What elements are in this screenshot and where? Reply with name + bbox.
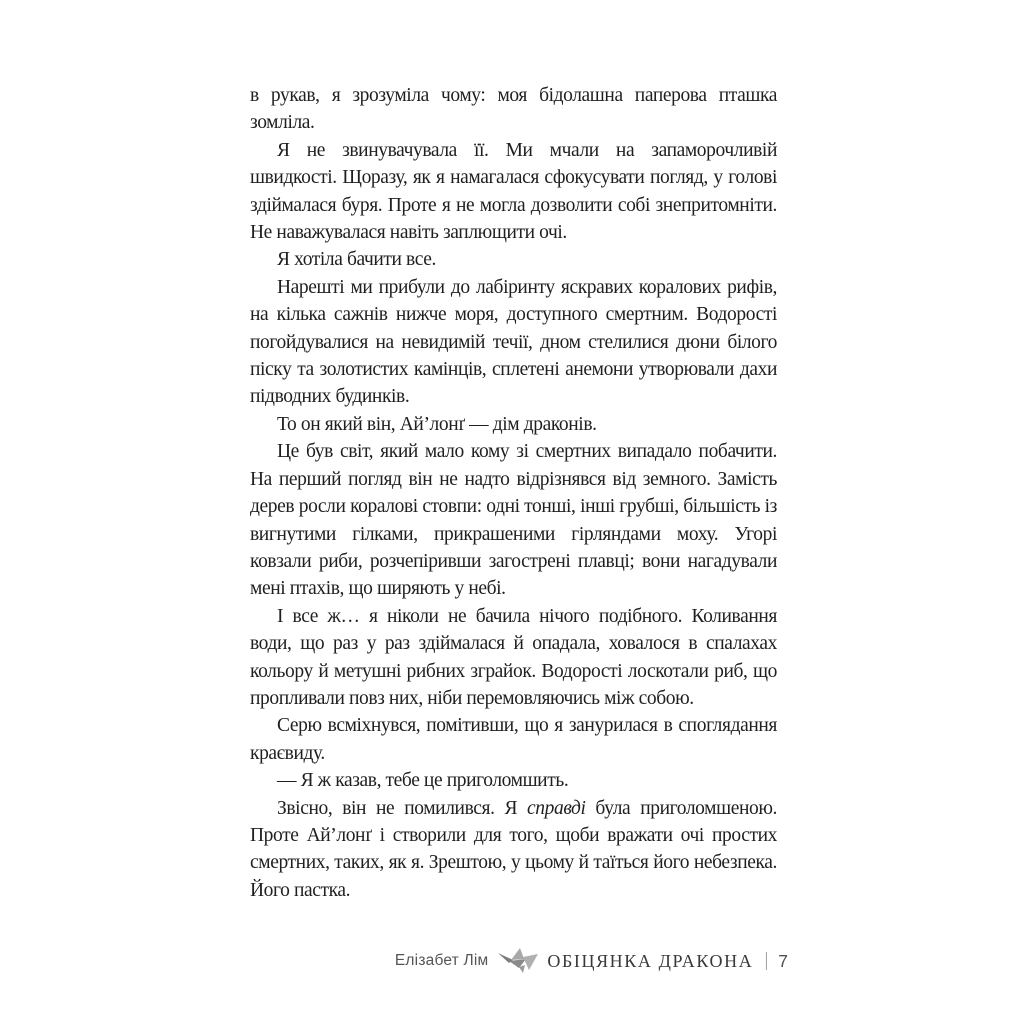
running-footer	[250, 948, 788, 974]
paragraph-4: Нарешті ми прибули до лабіринту яскравих коралових рифів, на кілька сажнів нижче моря, доступного смертним. Водорості погойдувалися на невидимій течії, дном стелилися дюни білого піску та золотистих камінців, сплетені анемони утворювали дахи підводних будинків.	[250, 276, 777, 408]
page-number: 7	[778, 950, 788, 971]
paragraph-2: Я не звинувачувала її. Ми мчали на запаморочливій швидкості. Щоразу, як я намагалася сфокусувати погляд, у голові здіймалася буря. Проте я не могла дозволити собі знепритомніти. Не наважувалася навіть заплющити очі.	[250, 139, 777, 244]
author-name: Елізабет Лім	[394, 952, 489, 969]
paragraph-3: Я хотіла бачити все.	[277, 249, 436, 271]
paragraph-8: Серю всміхнувся, помітивши, що я занурилася в споглядання краєвиду.	[250, 715, 777, 764]
page-divider: |	[765, 950, 769, 971]
origami-crane-icon	[498, 948, 538, 974]
paragraph-10	[250, 795, 777, 905]
paragraph-5: То он який він, Ай’лонґ — дім драконів.	[277, 413, 597, 435]
paragraph-6: Це був світ, який мало кому зі смертних випадало побачити. На перший погляд він не надто відрізнявся від земного. Замість дерев росли коралові стовпи: одні тонші, інші грубші, більшість із вигнутими гілками, прикрашеними гірляндами моху. Угорі ковзали риби, розчепіривши загострені плавці; вони нагадували мені птахів, що ширяють у небі.	[250, 441, 777, 600]
paragraph-7: І все ж… я ніколи не бачила нічого подібного. Коливання води, що раз у раз здіймалася й опадала, ховалося в спалахах кольору й метушні рибних зграйок. Водорості лоскотали риб, що пропливали повз них, ніби перемовляючись між собою.	[250, 605, 777, 709]
page-text	[250, 82, 777, 904]
paragraph-1: в рукав, я зрозуміла чому: моя бідолашна паперова пташка зомліла.	[250, 85, 777, 134]
paragraph-10-part-2: була приголомшеною. Проте Ай’лонґ і створили для того, щоби вражати очі простих смертних, таких, як я. Зрештою, у цьому й таїться його небезпека. Його пастка.	[250, 797, 777, 901]
paragraph-9: — Я ж казав, тебе це приголомшить.	[277, 770, 569, 792]
paragraph-10-part-1: Звісно, він не помилився. Я	[277, 797, 528, 819]
italic-word: справді	[527, 797, 586, 819]
book-title: ОБІЦЯНКА ДРАКОНА	[547, 950, 754, 971]
